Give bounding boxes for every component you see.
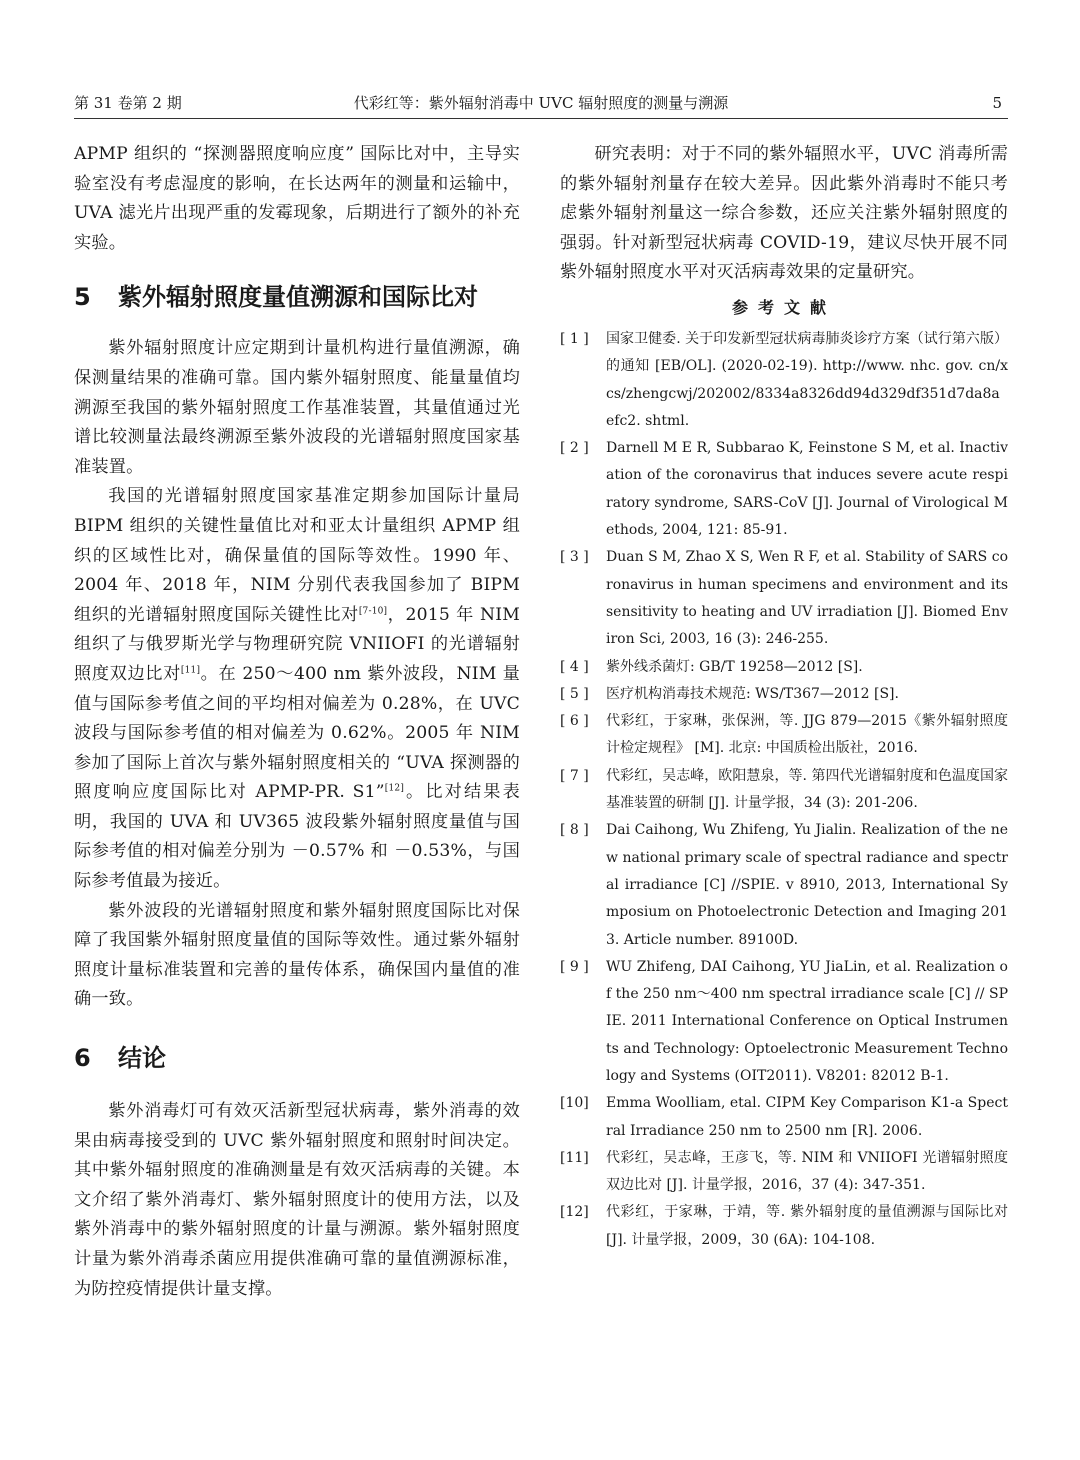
citation-superscript: [12]	[384, 783, 405, 794]
section-5-paragraph-1: 紫外辐射照度计应定期到计量机构进行量值溯源，确保测量结果的准确可靠。国内紫外辐射照度、能量量值均溯源至我国的紫外辐射照度工作基准装置，其量值通过光谱比较测量法最终溯源至紫外波段的光谱辐射照度国家基准装置。	[74, 338, 520, 477]
running-header	[74, 92, 1008, 119]
reference-text: Duan S M, Zhao X S, Wen R F, et al. Stability of SARS coronavirus in human specimens and environment and its sensitivity to heating and UV irradiation [J]. Biomed Environ Sci, 2003, 16 (3): 246-255.	[606, 549, 1008, 648]
reference-text: 国家卫健委. 关于印发新型冠状病毒肺炎诊疗方案（试行第六版）的通知 [EB/OL]. (2020-02-19). http://www. nhc. gov. cn/xcs/zhengcwj/202002/8334a8326dd94d329df351d7da8aefc2. shtml.	[606, 330, 1008, 429]
reference-text: Emma Woolliam, etal. CIPM Key Comparison K1-a Spectral Irradiance 250 nm to 2500 nm [R]. 2006.	[606, 1095, 1008, 1139]
paragraph-continued: APMP 组织的 “探测器照度响应度” 国际比对中，主导实验室没有考虑湿度的影响，在长达两年的测量和运输中，UVA 滤光片出现严重的发霉现象，后期进行了额外的补充实验。	[74, 144, 520, 253]
reference-number: [ 9 ]	[560, 958, 589, 975]
reference-number: [12]	[560, 1204, 589, 1221]
reference-text: 代彩红，吴志峰，王彦飞，等. NIM 和 VNIIOFI 光谱辐射照度双边比对 [J]. 计量学报，2016，37 (4): 347-351.	[606, 1149, 1008, 1194]
reference-text: 代彩红，于家琳，于靖，等. 紫外辐射度的量值溯源与国际比对 [J]. 计量学报，2009，30 (6A): 104-108.	[606, 1204, 1008, 1248]
reference-number: [11]	[560, 1149, 589, 1166]
reference-item	[560, 763, 1008, 818]
reference-number: [ 4 ]	[560, 658, 589, 675]
reference-number: [ 8 ]	[560, 822, 589, 839]
reference-number: [ 6 ]	[560, 713, 589, 730]
section-5-paragraph-2	[74, 482, 520, 896]
reference-text: 紫外线杀菌灯: GB/T 19258—2012 [S].	[606, 658, 863, 675]
section-6-heading	[74, 1041, 520, 1075]
right-column	[560, 140, 1008, 1254]
reference-item	[560, 654, 1008, 681]
references-list	[560, 326, 1008, 1254]
reference-item	[560, 708, 1008, 763]
section-5-paragraph-3: 紫外波段的光谱辐射照度和紫外辐射照度国际比对保障了我国紫外辐射照度量值的国际等效性。通过紫外辐射照度计量标准装置和完善的量传体系，确保国内量值的准确一致。	[74, 900, 520, 1010]
reference-item	[560, 1090, 1008, 1145]
reference-number: [ 5 ]	[560, 685, 589, 702]
section-title: 紫外辐射照度量值溯源和国际比对	[118, 283, 478, 312]
references-heading: 参考文献	[731, 297, 836, 317]
journal-volume-issue: 第 31 卷第 2 期	[74, 94, 182, 112]
article-running-title: 代彩红等：紫外辐射消毒中 UVC 辐射照度的测量与溯源	[353, 94, 729, 112]
citation-superscript: [7-10]	[358, 605, 388, 616]
section-6-paragraph-1: 紫外消毒灯可有效灭活新型冠状病毒，紫外消毒的效果由病毒接受到的 UVC 紫外辐射照度和照射时间决定。其中紫外辐射照度的准确测量是有效灭活病毒的关键。本文介绍了紫外消毒灯、紫外辐射照度计的使用方法，以及紫外消毒中的紫外辐射照度的计量与溯源。紫外辐射照度计量为紫外消毒杀菌应用提供准确可靠的量值溯源标准，为防控疫情提供计量支撑。	[74, 1101, 520, 1299]
section-title: 结论	[118, 1044, 166, 1073]
reference-text: 代彩红，吴志峰，欧阳慧泉，等. 第四代光谱辐射度和色温度国家基准装置的研制 [J]. 计量学报，34 (3): 201-206.	[606, 767, 1008, 812]
reference-item	[560, 954, 1008, 1090]
left-column	[74, 140, 520, 1304]
text-run: 。在 250～400 nm 紫外波段，NIM 量值与国际参考值之间的平均相对偏差为 0.28%，在 UVC 波段与国际参考值的相对偏差为 0.62%。2005 年 NIM 参加了国际上首次与紫外辐射照度相关的 “UVA 探测器的照度响应度国际比对 APMP-PR. S1”	[74, 663, 520, 803]
page-number: 5	[992, 94, 1002, 112]
reference-text: 医疗机构消毒技术规范: WS/T367—2012 [S].	[606, 685, 899, 702]
reference-item	[560, 1199, 1008, 1254]
text-run: 我国的光谱辐射照度国家基准定期参加国际计量局 BIPM 组织的关键性量值比对和亚太计量组织 APMP 组织的区域性比对，确保量值的国际等效性。1990 年、2004 年、2018 年，NIM 分别代表我国参加了 BIPM 组织的光谱辐射照度国际关键性比对	[74, 486, 520, 625]
reference-item	[560, 1145, 1008, 1200]
reference-number: [ 7 ]	[560, 767, 589, 784]
reference-number: [ 1 ]	[560, 330, 589, 347]
section-number: 6	[74, 1044, 91, 1073]
reference-text: 代彩红，于家琳，张保洲，等. JJG 879—2015《紫外辐射照度计检定规程》 [M]. 北京: 中国质检出版社，2016.	[606, 713, 1008, 757]
reference-item	[560, 681, 1008, 708]
reference-text: Dai Caihong, Wu Zhifeng, Yu Jialin. Realization of the new national primary scale of spectral radiance and spectral irradiance [C] //SPIE. v 8910, 2013, International Symposium on Photoelectronic Detection and Imaging 2013. Article number. 89100D.	[606, 822, 1008, 948]
conclusion-paragraph: 研究表明：对于不同的紫外辐照水平，UVC 消毒所需的紫外辐射剂量存在较大差异。因此紫外消毒时不能只考虑紫外辐射剂量这一综合参数，还应关注紫外辐射照度的强弱。针对新型冠状病毒 COVID-19，建议尽快开展不同紫外辐射照度水平对灭活病毒效果的定量研究。	[560, 144, 1008, 283]
section-5-heading	[74, 280, 520, 314]
citation-superscript: [11]	[180, 665, 201, 676]
reference-number: [10]	[560, 1095, 589, 1112]
reference-text: WU Zhifeng, DAI Caihong, YU JiaLin, et al. Realization of the 250 nm～400 nm spectral irradiance scale [C] // SPIE. 2011 International Conference on Optical Instruments and Technology: Optoelectronic Measurement Technology and Systems (OIT2011). V8201: 82012 B-1.	[606, 958, 1008, 1084]
section-number: 5	[74, 283, 91, 312]
reference-number: [ 2 ]	[560, 440, 589, 457]
reference-item	[560, 817, 1008, 953]
text-run: ，2015 年 NIM 组织了与俄罗斯光学与物理研究院 VNIIOFI 的光谱辐射照度双边比对	[74, 604, 521, 684]
text-run: 。比对结果表明，我国的 UVA 和 UV365 波段紫外辐射照度量值与国际参考值的相对偏差分别为 －0.57% 和 －0.53%，与国际参考值最为接近。	[74, 782, 520, 892]
reference-item	[560, 435, 1008, 544]
reference-text: Darnell M E R, Subbarao K, Feinstone S M, et al. Inactivation of the coronavirus that induces severe acute respiratory syndrome, SARS-CoV [J]. Journal of Virological Methods, 2004, 121: 85-91.	[606, 440, 1008, 539]
reference-item	[560, 326, 1008, 435]
reference-item	[560, 544, 1008, 653]
reference-number: [ 3 ]	[560, 549, 589, 566]
